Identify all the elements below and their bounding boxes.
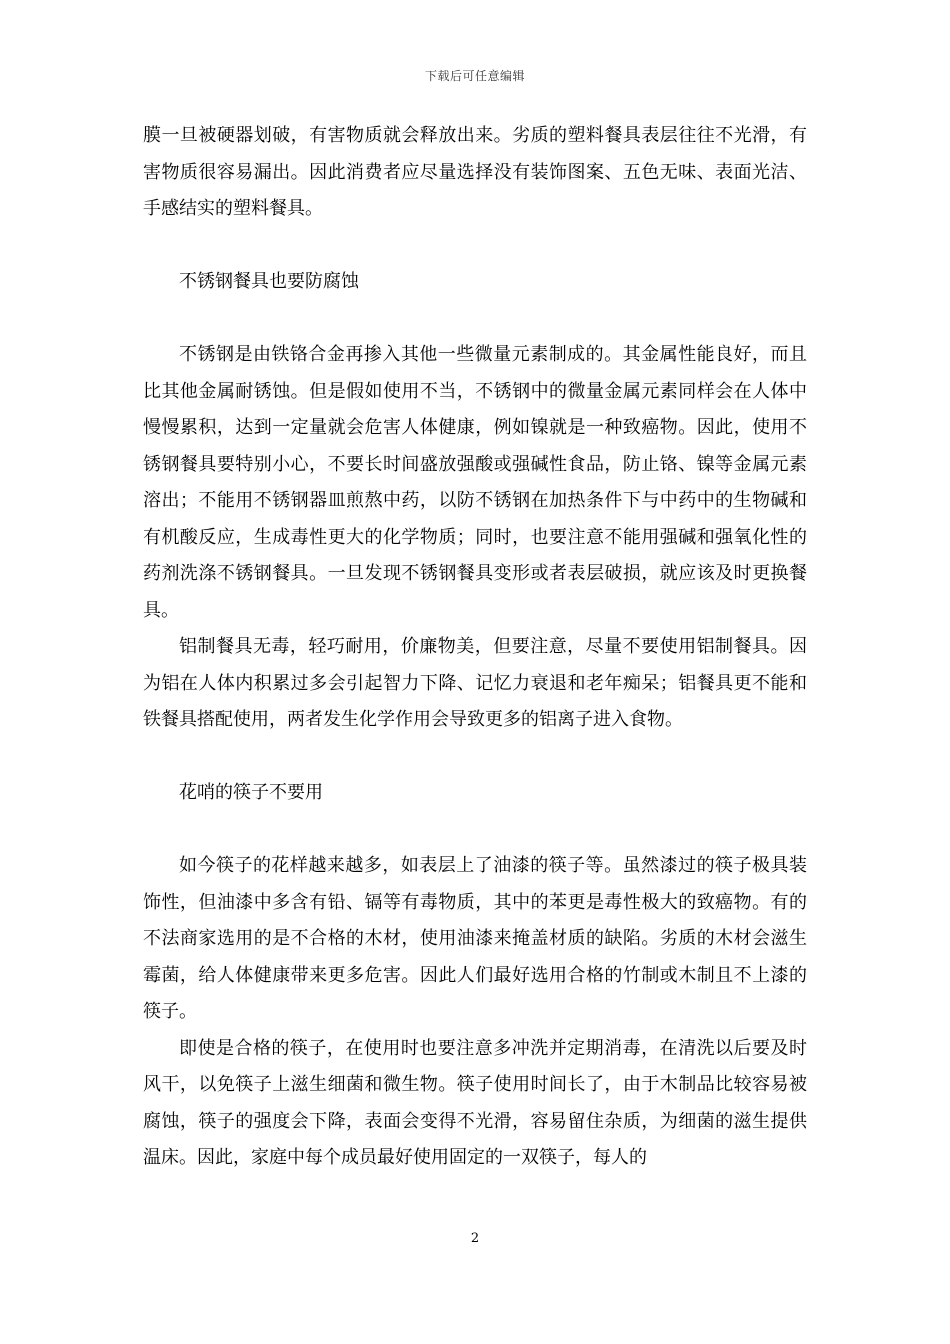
paragraph-gap xyxy=(143,301,807,338)
paragraph-painted-chopsticks: 如今筷子的花样越来越多，如表层上了油漆的筷子等。虽然漆过的筷子极具装饰性，但油漆中多含有铅、镉等有毒物质，其中的苯更是毒性极大的致癌物。有的不法商家选用的是不合格的木材，使用油漆来掩盖材质的缺陷。劣质的木材会滋生霉菌，给人体健康带来更多危害。因此人们最好选用合格的竹制或木制且不上漆的筷子。 xyxy=(143,855,807,1022)
paragraph-gap xyxy=(143,739,807,776)
document-body xyxy=(143,118,807,1177)
paragraph-stainless-steel: 不锈钢是由铁铬合金再掺入其他一些微量元素制成的。其金属性能良好，而且比其他金属耐锈蚀。但是假如使用不当，不锈钢中的微量金属元素同样会在人体中慢慢累积，达到一定量就会危害人体健康，例如镍就是一种致癌物。因此，使用不锈钢餐具要特别小心，不要长时间盛放强酸或强碱性食品，防止铬、镍等金属元素溶出；不能用不锈钢器皿煎熬中药，以防不锈钢在加热条件下与中药中的生物碱和有机酸反应，生成毒性更大的化学物质；同时，也要注意不能用强碱和强氧化性的药剂洗涤不锈钢餐具。一旦发现不锈钢餐具变形或者表层破损，就应该及时更换餐具。 xyxy=(143,344,807,621)
paragraph-gap xyxy=(143,812,807,849)
page-number: 2 xyxy=(470,1231,480,1246)
section-heading-stainless-steel: 不锈钢餐具也要防腐蚀 xyxy=(179,271,359,292)
paragraph-aluminum-tableware: 铝制餐具无毒，轻巧耐用，价廉物美，但要注意，尽量不要使用铝制餐具。因为铝在人体内积累过多会引起智力下降、记忆力衰退和老年痴呆；铝餐具更不能和铁餐具搭配使用，两者发生化学作用会导致更多的铝离子进入食物。 xyxy=(143,636,807,730)
paragraph-plastic-tableware-end: 膜一旦被硬器划破，有害物质就会释放出来。劣质的塑料餐具表层往往不光滑，有害物质很容易漏出。因此消费者应尽量选择没有装饰图案、五色无味、表面光洁、手感结实的塑料餐具。 xyxy=(143,125,807,219)
paragraph-chopsticks-hygiene: 即使是合格的筷子，在使用时也要注意多冲洗并定期消毒，在清洗以后要及时风干，以免筷子上滋生细菌和微生物。筷子使用时间长了，由于木制品比较容易被腐蚀，筷子的强度会下降，表面会变得不光滑，容易留住杂质，为细菌的滋生提供温床。因此，家庭中每个成员最好使用固定的一双筷子，每人的 xyxy=(143,1037,807,1168)
paragraph-gap xyxy=(143,228,807,265)
page-header-note: 下载后可任意编辑 xyxy=(424,69,525,83)
section-heading-chopsticks: 花哨的筷子不要用 xyxy=(179,782,323,803)
